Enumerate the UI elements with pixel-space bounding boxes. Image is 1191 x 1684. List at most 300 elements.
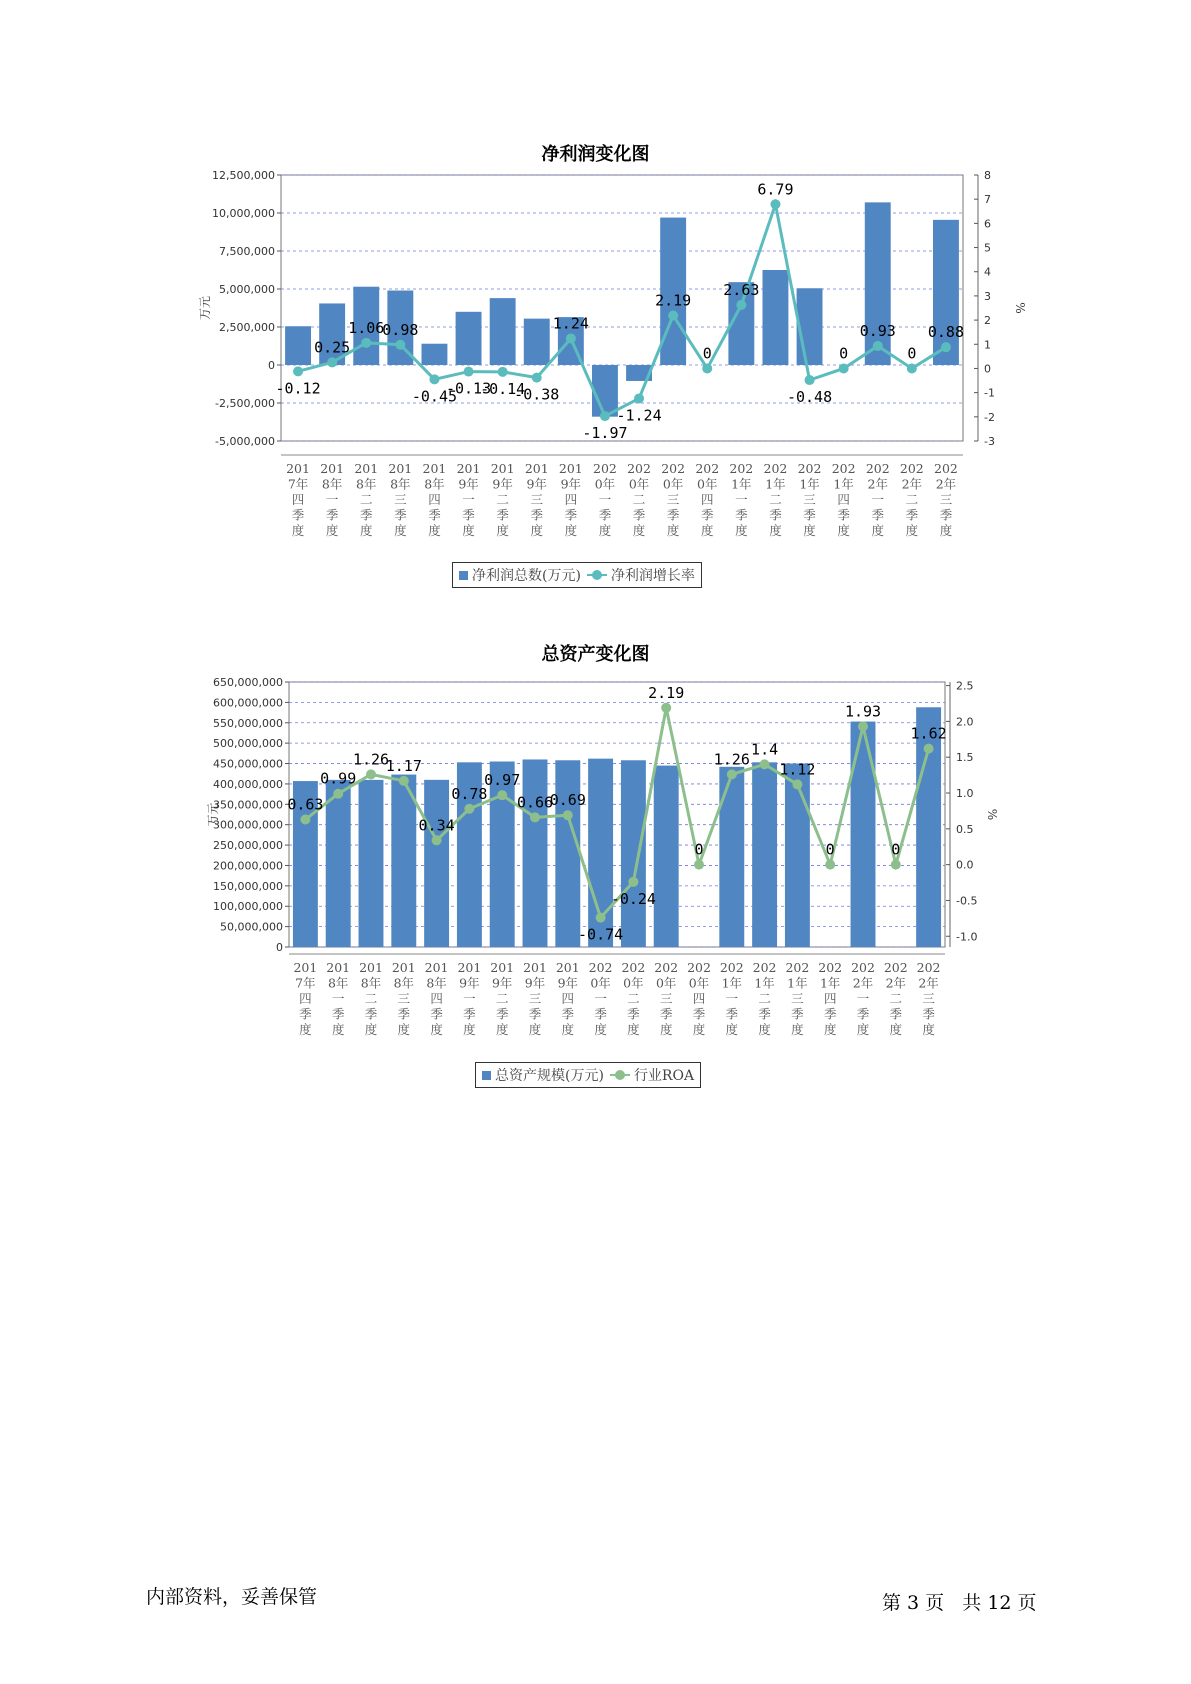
x-tick-label: 度: [659, 1022, 673, 1037]
x-tick-label: 度: [666, 523, 680, 538]
bar: [391, 775, 416, 947]
y-axis-title: 万元: [206, 802, 220, 827]
y2-tick-label: 5: [984, 241, 991, 255]
x-tick-label: 8年: [321, 476, 343, 492]
x-tick-label: 8年: [424, 476, 445, 492]
line-point: [497, 790, 507, 800]
x-tick-label: 202: [797, 461, 822, 476]
line-point: [361, 338, 371, 348]
x-tick-label: 202: [763, 461, 788, 476]
x-tick-label: 季: [561, 1006, 575, 1022]
bar: [654, 766, 679, 947]
x-tick-label: 四: [428, 492, 441, 507]
line-point: [628, 877, 638, 887]
x-tick-label: 季: [594, 1006, 607, 1022]
y2-tick-label: 1.5: [956, 751, 974, 765]
x-tick-label: 二: [758, 991, 771, 1006]
x-tick-label: 度: [725, 1022, 739, 1037]
legend-item-bar: 总资产规模(万元): [495, 1068, 604, 1084]
data-label: 1.4: [751, 740, 779, 759]
bar: [592, 365, 618, 417]
data-label: -0.13: [445, 379, 492, 398]
x-tick-label: 季: [758, 1006, 771, 1022]
x-tick-label: 季: [939, 507, 953, 523]
x-tick-label: 二: [769, 492, 782, 507]
x-tick-label: 2年: [885, 975, 907, 991]
x-tick-label: 8年: [360, 975, 382, 991]
x-tick-label: 三: [397, 991, 411, 1006]
data-label: 2.19: [655, 291, 692, 310]
bar: [762, 270, 788, 365]
chart-legend: [452, 562, 702, 588]
data-label: 0: [839, 344, 849, 363]
x-tick-label: 一: [594, 991, 607, 1006]
line-point: [760, 759, 770, 769]
line-point: [907, 363, 917, 373]
x-tick-label: 季: [725, 1006, 739, 1022]
data-label: 0.88: [927, 323, 965, 342]
x-tick-label: 一: [598, 492, 612, 507]
line-point: [805, 375, 815, 385]
x-tick-label: 度: [495, 1022, 509, 1037]
x-tick-label: 9年: [557, 975, 579, 991]
x-tick-label: 一: [325, 492, 339, 507]
x-tick-label: 9年: [492, 476, 513, 492]
x-tick-label: 季: [364, 1006, 378, 1022]
y2-tick-label: 0: [984, 362, 991, 376]
x-tick-label: 季: [627, 1006, 640, 1022]
x-tick-label: 度: [299, 1022, 312, 1037]
x-tick-label: 一: [463, 991, 476, 1006]
bar: [555, 760, 580, 947]
y-tick-label: 7,500,000: [219, 245, 275, 258]
y-tick-label: 2,500,000: [219, 321, 275, 334]
x-tick-label: 季: [769, 507, 782, 523]
x-tick-label: 0年: [623, 975, 644, 991]
x-tick-label: 度: [325, 523, 339, 538]
x-tick-label: 8年: [393, 975, 415, 991]
y-tick-label: 100,000,000: [213, 900, 283, 914]
x-tick-label: 四: [564, 492, 578, 507]
net-profit-chart: [0, 130, 1191, 590]
x-tick-label: 度: [700, 523, 714, 538]
x-tick-label: 三: [394, 492, 407, 507]
y2-tick-label: 8: [984, 169, 991, 182]
data-label: -0.14: [480, 379, 526, 398]
line-point: [498, 367, 508, 377]
line-point: [429, 374, 439, 384]
line-point: [596, 913, 606, 923]
y2-axis-title: %: [1013, 302, 1027, 314]
x-tick-label: 三: [530, 492, 544, 507]
data-label: 2.19: [648, 683, 685, 702]
x-tick-label: 季: [659, 1006, 673, 1022]
y2-tick-label: 4: [984, 265, 991, 279]
data-label: -0.12: [275, 379, 321, 398]
x-tick-label: 度: [364, 1022, 378, 1037]
x-tick-label: 季: [394, 507, 407, 523]
x-tick-label: 四: [561, 991, 575, 1006]
x-tick-label: 季: [463, 1006, 476, 1022]
x-tick-label: 1年: [765, 476, 786, 492]
x-tick-label: 季: [856, 1006, 870, 1022]
x-tick-label: 0年: [697, 476, 718, 492]
x-tick-label: 度: [837, 523, 850, 538]
y-tick-label: 200,000,000: [213, 859, 283, 873]
line-point: [891, 860, 901, 870]
line-point: [464, 804, 474, 814]
x-tick-label: 度: [331, 1022, 345, 1037]
x-tick-label: 1年: [731, 476, 752, 492]
x-tick-label: 季: [299, 1006, 312, 1022]
x-tick-label: 四: [299, 991, 312, 1006]
x-tick-label: 二: [359, 492, 373, 507]
line-point: [668, 310, 678, 320]
x-tick-label: 季: [700, 507, 714, 523]
bar: [752, 762, 777, 947]
x-tick-label: 201: [320, 461, 345, 476]
x-tick-label: 9年: [560, 476, 582, 492]
x-tick-label: 1年: [819, 975, 841, 991]
x-tick-label: 度: [530, 523, 544, 538]
x-tick-label: 8年: [390, 476, 411, 492]
x-tick-label: 二: [889, 991, 903, 1006]
x-tick-label: 202: [588, 960, 613, 975]
plot-frame: [281, 175, 963, 441]
y-tick-label: 0: [268, 359, 275, 372]
x-tick-label: 季: [530, 507, 544, 523]
x-tick-label: 一: [725, 991, 739, 1006]
bar: [285, 326, 311, 365]
legend-bar-swatch: [459, 571, 468, 580]
x-tick-label: 201: [558, 461, 583, 476]
data-label: 0.34: [418, 816, 455, 835]
line-point: [825, 860, 835, 870]
x-tick-label: 三: [939, 492, 953, 507]
x-tick-label: 201: [293, 960, 318, 975]
x-tick-label: 季: [325, 507, 339, 523]
x-tick-label: 202: [883, 960, 908, 975]
line-point: [924, 744, 934, 754]
line-point: [563, 810, 573, 820]
y-tick-label: 400,000,000: [213, 777, 283, 791]
total-assets-chart-svg: [0, 630, 1191, 1100]
bar: [916, 707, 941, 947]
x-tick-label: 二: [905, 492, 919, 507]
data-label: -0.74: [578, 925, 624, 944]
data-label: 1.24: [552, 314, 589, 333]
x-tick-label: 度: [594, 1022, 607, 1037]
x-tick-label: 201: [391, 960, 416, 975]
y2-tick-label: 7: [984, 193, 991, 207]
x-tick-label: 度: [769, 523, 782, 538]
x-tick-label: 7年: [295, 975, 316, 991]
x-tick-label: 202: [916, 960, 941, 975]
data-label: 1.12: [779, 760, 816, 779]
line-point: [333, 789, 343, 799]
x-tick-label: 度: [889, 1022, 903, 1037]
bar: [621, 760, 646, 947]
x-tick-label: 季: [735, 507, 748, 523]
y2-tick-label: -3: [984, 435, 995, 448]
x-tick-label: 度: [564, 523, 578, 538]
data-label: -0.38: [514, 385, 560, 404]
line-point: [727, 769, 737, 779]
x-tick-label: 二: [632, 492, 646, 507]
x-tick-label: 7年: [287, 476, 309, 492]
x-tick-label: 202: [831, 461, 856, 476]
bar: [359, 780, 384, 947]
y-tick-label: -2,500,000: [215, 397, 275, 410]
x-tick-label: 201: [422, 461, 447, 476]
chart-title: 总资产变化图: [541, 644, 650, 665]
y2-tick-label: -1: [984, 386, 995, 400]
x-tick-label: 8年: [426, 975, 447, 991]
line-point: [873, 341, 883, 351]
total-assets-chart: [0, 630, 1191, 1100]
x-tick-label: 度: [463, 1022, 476, 1037]
y-tick-label: 10,000,000: [212, 207, 275, 220]
x-tick-label: 度: [430, 1022, 443, 1037]
x-tick-label: 度: [428, 523, 441, 538]
y-tick-label: 350,000,000: [213, 798, 283, 812]
x-tick-label: 1年: [799, 476, 820, 492]
x-tick-label: 季: [428, 507, 441, 523]
x-tick-label: 季: [823, 1006, 837, 1022]
x-tick-label: 2年: [852, 975, 874, 991]
x-tick-label: 季: [291, 507, 305, 523]
x-tick-label: 季: [359, 507, 373, 523]
footer-confidential-note: 内部资料，妥善保管: [146, 1586, 318, 1608]
x-tick-label: 季: [922, 1006, 935, 1022]
legend-item-bar: 净利润总数(万元): [472, 568, 581, 584]
y-tick-label: 300,000,000: [213, 818, 283, 832]
bar: [851, 722, 876, 947]
chart-legend: [475, 1062, 701, 1088]
y2-tick-label: 6: [984, 217, 991, 231]
x-tick-label: 201: [354, 461, 379, 476]
x-tick-label: 四: [291, 492, 305, 507]
line-point: [530, 812, 540, 822]
x-tick-label: 度: [496, 523, 509, 538]
x-tick-label: 202: [818, 960, 843, 975]
x-tick-label: 一: [735, 492, 748, 507]
data-label: -1.24: [616, 406, 662, 425]
y-axis-title: 万元: [198, 295, 212, 321]
x-tick-label: 季: [837, 507, 850, 523]
x-tick-label: 度: [394, 523, 407, 538]
x-tick-label: 季: [666, 507, 680, 523]
y-tick-label: 500,000,000: [213, 737, 283, 751]
x-tick-label: 9年: [459, 975, 480, 991]
x-tick-label: 季: [598, 507, 612, 523]
x-tick-label: 202: [719, 960, 744, 975]
x-tick-label: 季: [331, 1006, 345, 1022]
line-point: [941, 342, 951, 352]
y2-axis-title: %: [985, 808, 999, 821]
x-tick-label: 9年: [524, 975, 546, 991]
bar: [523, 759, 548, 947]
x-tick-label: 度: [291, 523, 305, 538]
x-tick-label: 9年: [491, 975, 513, 991]
x-tick-label: 一: [871, 492, 885, 507]
x-tick-label: 季: [692, 1006, 706, 1022]
x-tick-label: 季: [528, 1006, 542, 1022]
x-tick-label: 一: [462, 492, 475, 507]
y2-tick-label: -1.0: [956, 930, 978, 944]
y-tick-label: 0: [276, 941, 283, 954]
x-tick-label: 季: [791, 1006, 804, 1022]
bar: [785, 764, 810, 947]
x-tick-label: 202: [899, 461, 924, 476]
x-tick-label: 度: [528, 1022, 542, 1037]
x-tick-label: 9年: [526, 476, 547, 492]
x-tick-label: 季: [496, 507, 509, 523]
y2-tick-label: 2.0: [956, 715, 974, 729]
x-tick-label: 202: [934, 461, 958, 476]
data-label: 0: [694, 840, 704, 859]
x-tick-label: 三: [803, 492, 816, 507]
line-point: [858, 721, 868, 731]
bar: [524, 319, 550, 365]
data-label: 0: [907, 344, 917, 363]
x-tick-label: 2年: [867, 476, 888, 492]
x-tick-label: 度: [758, 1022, 771, 1037]
legend-line-swatch: [587, 570, 607, 580]
x-tick-label: 2年: [901, 476, 923, 492]
x-tick-label: 0年: [594, 476, 616, 492]
x-tick-label: 8年: [356, 476, 377, 492]
y2-tick-label: 0.0: [956, 858, 974, 872]
x-tick-label: 四: [692, 991, 706, 1006]
line-point: [464, 367, 474, 377]
y-tick-label: 550,000,000: [213, 716, 283, 730]
net-profit-chart-svg: [0, 130, 1191, 590]
x-tick-label: 9年: [458, 476, 479, 492]
y2-tick-label: -0.5: [956, 894, 978, 908]
data-label: 1.62: [910, 724, 947, 743]
x-tick-label: 三: [666, 492, 680, 507]
x-tick-label: 201: [456, 461, 481, 476]
x-tick-label: 201: [326, 960, 351, 975]
data-label: 0.66: [516, 793, 554, 812]
x-tick-label: 201: [388, 461, 413, 476]
line-point: [702, 363, 712, 373]
x-tick-label: 度: [397, 1022, 411, 1037]
x-tick-label: 季: [430, 1006, 443, 1022]
data-label: 0.78: [451, 784, 488, 803]
x-tick-label: 四: [837, 492, 850, 507]
x-tick-label: 度: [735, 523, 748, 538]
x-tick-label: 度: [462, 523, 475, 538]
x-tick-label: 202: [851, 960, 875, 975]
x-tick-label: 季: [803, 507, 816, 523]
line-point: [634, 393, 644, 403]
y-tick-label: 50,000,000: [220, 920, 283, 934]
x-tick-label: 1年: [721, 975, 743, 991]
x-tick-label: 季: [564, 507, 578, 523]
line-point: [736, 300, 746, 310]
x-tick-label: 202: [729, 461, 754, 476]
line-point: [300, 815, 310, 825]
x-tick-label: 度: [922, 1022, 935, 1037]
x-tick-label: 度: [905, 523, 919, 538]
y-tick-label: 650,000,000: [213, 676, 283, 689]
x-tick-label: 201: [424, 960, 449, 975]
x-tick-label: 四: [823, 991, 837, 1006]
x-tick-label: 度: [939, 523, 953, 538]
x-tick-label: 0年: [655, 975, 677, 991]
x-tick-label: 202: [627, 461, 651, 476]
legend-line-swatch: [610, 1070, 630, 1080]
x-tick-label: 度: [561, 1022, 575, 1037]
x-tick-label: 二: [627, 991, 640, 1006]
legend-item-line: 净利润增长率: [610, 568, 695, 584]
data-label: 1.06: [348, 318, 385, 337]
x-tick-label: 四: [700, 492, 714, 507]
x-tick-label: 季: [889, 1006, 903, 1022]
line-point: [327, 357, 337, 367]
line-point: [395, 340, 405, 350]
y2-tick-label: -2: [984, 410, 995, 424]
data-label: 0: [891, 840, 901, 859]
x-tick-label: 度: [791, 1022, 804, 1037]
y2-tick-label: 1: [984, 338, 991, 352]
bar: [326, 780, 351, 947]
x-tick-label: 0年: [662, 476, 684, 492]
y2-tick-label: 1.0: [956, 787, 974, 801]
data-label: 1.17: [385, 756, 422, 775]
x-tick-label: 二: [495, 991, 509, 1006]
x-tick-label: 201: [359, 960, 383, 975]
x-tick-label: 202: [752, 960, 777, 975]
x-tick-label: 0年: [590, 975, 611, 991]
x-tick-label: 202: [865, 461, 890, 476]
x-tick-label: 度: [823, 1022, 837, 1037]
data-label: 0: [702, 344, 712, 363]
data-label: -0.48: [786, 388, 833, 407]
line-point: [694, 860, 704, 870]
x-tick-label: 季: [905, 507, 919, 523]
data-label: 0: [825, 840, 835, 859]
x-tick-label: 201: [490, 461, 515, 476]
y-tick-label: 5,000,000: [219, 283, 275, 296]
legend-bar-swatch: [482, 1071, 491, 1080]
x-tick-label: 度: [856, 1022, 870, 1037]
y2-tick-label: 2.5: [956, 679, 974, 693]
data-label: 2.63: [723, 280, 760, 299]
data-label: 0.93: [859, 321, 896, 340]
x-tick-label: 二: [364, 991, 378, 1006]
x-tick-label: 四: [430, 991, 443, 1006]
data-label: 0.63: [287, 795, 324, 814]
line-point: [293, 366, 303, 376]
x-tick-label: 0年: [628, 476, 650, 492]
bar: [490, 762, 515, 948]
y2-tick-label: 2: [984, 314, 991, 328]
bar: [424, 780, 449, 947]
x-tick-label: 202: [593, 461, 617, 476]
x-tick-label: 201: [286, 461, 310, 476]
x-tick-label: 一: [331, 991, 345, 1006]
x-tick-label: 季: [462, 507, 475, 523]
x-tick-label: 三: [922, 991, 935, 1006]
x-tick-label: 1年: [754, 975, 775, 991]
data-label: 0.98: [382, 320, 419, 339]
x-tick-label: 201: [490, 960, 515, 975]
bar: [865, 202, 891, 365]
data-label: -0.45: [411, 387, 458, 406]
